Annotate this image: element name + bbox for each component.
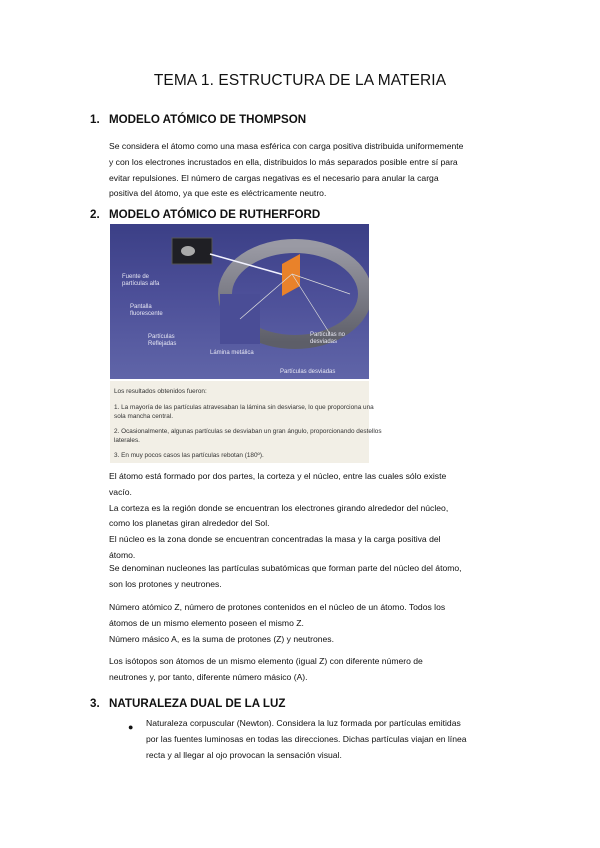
text-line: como los planetas giran alrededor del Sol. (109, 518, 270, 529)
text-line: neutrones y, por tanto, diferente número másico (A). (109, 671, 308, 682)
section-number: 3. (90, 697, 100, 710)
figure-label-source: Fuente de partículas alfa (122, 274, 160, 287)
text-line: Se considera el átomo como una masa esférica con carga positiva distribuida uniformemente (109, 141, 464, 151)
particle-path (292, 274, 330, 334)
text-line: vacío. (109, 486, 132, 497)
text-line: Número másico A, es la suma de protones (Z) y neutrones. (109, 633, 334, 644)
section-heading-1 (90, 113, 306, 126)
text-line: por las fuentes luminosas en todas las direcciones. Dichas partículas viajan en línea (146, 733, 467, 744)
text-line: átomo. (109, 549, 136, 560)
text-line: recta y al llegar al ojo provocan la sensación visual. (146, 749, 342, 760)
result-line: 3. En muy pocos casos las partículas rebotan (180º). (114, 452, 264, 459)
text-line: La corteza es la región donde se encuentran los electrones girando alrededor del núcleo, (109, 502, 449, 513)
text-line: El átomo está formado por dos partes, la corteza y el núcleo, entre las cuales sólo existe (109, 471, 447, 481)
text-line: Número atómico Z, número de protones contenidos en el núcleo de un átomo. Todos los (109, 602, 446, 612)
text-line: Los isótopos son átomos de un mismo elemento (igual Z) con diferente número de (109, 656, 423, 666)
text-line: positiva del átomo, ya que este es eléctricamente neutro. (109, 188, 327, 199)
text-line: El núcleo es la zona donde se encuentran concentradas la masa y la carga positiva del (109, 534, 441, 545)
text-line: y con los electrones incrustados en ella, distribuidos lo más separados posible entre sí para (109, 156, 458, 167)
result-line: sola mancha central. (114, 413, 173, 420)
figure-label-undeflected: Partículas no desviadas (310, 332, 346, 345)
text-line: Se denominan nucleones las partículas subatómicas que forman parte del núcleo del átomo, (109, 563, 462, 573)
text-line: evitar repulsiones. El número de cargas negativas es el necesario para anular la carga (109, 172, 439, 183)
rutherford-experiment-figure (110, 224, 369, 379)
section-number: 2. (90, 208, 100, 221)
text-line: son los protones y neutrones. (109, 578, 222, 589)
isotopos-paragraph (109, 654, 534, 686)
text-line: átomos de un mismo elemento poseen el mismo Z. (109, 617, 304, 628)
source-opening (181, 246, 195, 256)
figure-label-screen: Pantalla fluorescente (130, 304, 163, 317)
numeros-paragraph (109, 600, 534, 647)
section-title: MODELO ATÓMICO DE RUTHERFORD (109, 208, 321, 221)
section-heading-3 (90, 697, 285, 710)
result-line: 1. La mayoría de las partículas atravesaban la lámina sin desviarse, lo que proporciona una (114, 404, 374, 411)
result-line: 2. Ocasionalmente, algunas partículas se desviaban un gran ángulo, proporcionando destellos (114, 428, 382, 435)
particle-path (292, 274, 350, 294)
experiment-results-box (110, 381, 382, 463)
section-title: MODELO ATÓMICO DE THOMPSON (109, 113, 307, 126)
figure-label-gold: Lámina metálica (210, 350, 254, 356)
text-line: Naturaleza corpuscular (Newton). Considera la luz formada por partículas emitidas (146, 718, 461, 728)
section-number: 1. (90, 113, 100, 126)
figure-label-deflected: Partículas desviadas (280, 369, 336, 375)
page-title: TEMA 1. ESTRUCTURA DE LA MATERIA (153, 72, 447, 89)
thompson-paragraph (109, 139, 534, 202)
results-intro: Los resultados obtenidos fueron: (114, 388, 207, 395)
section-title: NATURALEZA DUAL DE LA LUZ (109, 697, 286, 710)
result-line: laterales. (114, 437, 140, 444)
figure-label-reflected: Partículas Reflejadas (148, 334, 177, 347)
bullet-icon: ● (128, 722, 134, 732)
nucleones-paragraph (109, 561, 534, 593)
section-heading-2 (90, 208, 320, 221)
luz-bullet-paragraph (146, 716, 536, 763)
rutherford-paragraph (109, 469, 534, 564)
